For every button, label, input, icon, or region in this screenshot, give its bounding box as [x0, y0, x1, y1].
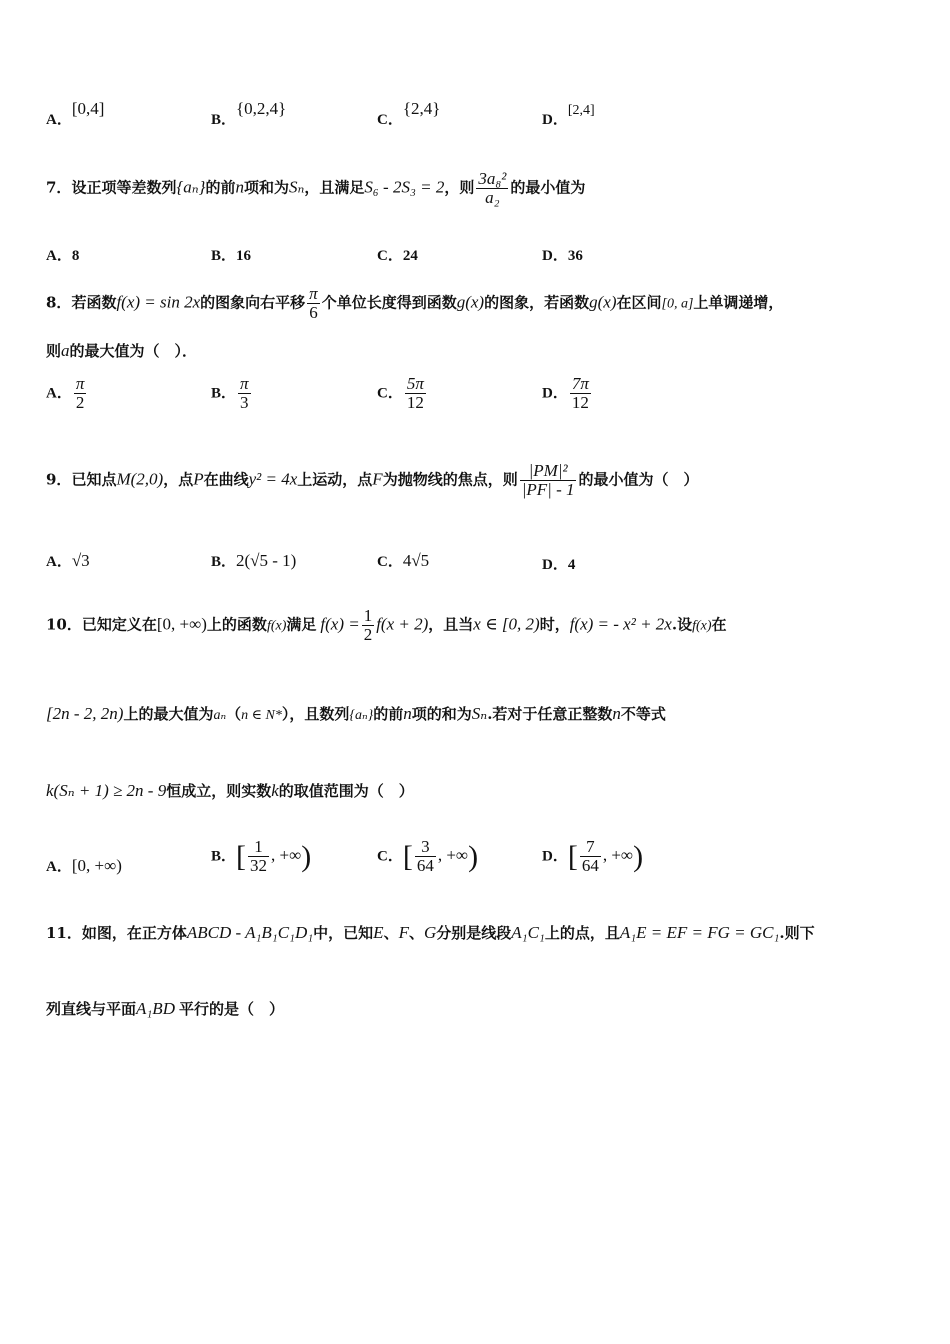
q6-option-a — [46, 99, 105, 129]
fraction — [476, 170, 508, 207]
math: n — [235, 177, 244, 197]
option-label: A． — [46, 385, 72, 402]
right-paren: ) — [468, 839, 479, 873]
text: 为抛物线的焦点，则 — [382, 470, 518, 489]
option-value: [0,4] — [71, 99, 105, 118]
q11-stem-line2 — [46, 998, 284, 1019]
math: P — [193, 469, 204, 489]
math: [2n - 2, 2n) — [46, 704, 124, 723]
text: .则下 — [779, 924, 815, 942]
math: {aₙ} — [349, 708, 374, 723]
numerator: 1 — [363, 606, 373, 625]
numerator: 3a₈² — [478, 169, 507, 188]
text: 的最小值为（ ） — [578, 470, 699, 489]
option-tail: , +∞ — [271, 845, 302, 865]
option-label: A． — [46, 554, 72, 570]
text: ，且当 — [428, 615, 474, 634]
text: 不等式 — [620, 705, 666, 723]
math: A₁E = EF = FG = GC₁ — [619, 923, 780, 942]
option-value: 36 — [567, 248, 583, 264]
option-label: B． — [211, 848, 237, 865]
fraction — [415, 838, 436, 875]
q9-option-a — [46, 550, 90, 571]
option-label: C． — [377, 848, 403, 865]
math: y² = 4x — [248, 469, 298, 489]
math: f(x) = - x² + 2x — [569, 614, 672, 634]
q9-stem — [46, 462, 699, 499]
fraction — [248, 838, 269, 875]
fraction — [580, 838, 601, 875]
left-bracket: [ — [402, 839, 413, 873]
text: 时， — [539, 615, 570, 634]
numerator: π — [309, 284, 318, 303]
text: 在 — [711, 615, 727, 634]
numerator: 7π — [571, 374, 589, 393]
q6-option-c — [377, 99, 441, 129]
q7-option-d — [542, 244, 583, 265]
option-value: 8 — [71, 248, 80, 264]
option-label: B． — [211, 248, 237, 264]
q8-option-c — [377, 375, 428, 412]
text: 中，已知 — [313, 924, 374, 942]
question-number: 7． — [46, 178, 72, 197]
option-tail: , +∞ — [602, 845, 634, 865]
option-value: 16 — [236, 248, 252, 264]
question-number: 10． — [46, 615, 82, 634]
math: [0, a] — [661, 296, 694, 312]
text: 设正项等差数列 — [71, 178, 177, 197]
math: f(x) = — [320, 614, 360, 634]
text: 的前 — [205, 178, 236, 197]
math: g(x) — [589, 292, 617, 312]
math: G — [423, 923, 437, 942]
option-value: {0,2,4} — [236, 99, 287, 118]
option-value: 4 — [567, 557, 576, 573]
text: 上的点，且 — [544, 924, 620, 942]
q10-option-c — [377, 838, 478, 875]
option-label: C． — [377, 112, 403, 128]
denominator: 12 — [571, 393, 589, 412]
math: F — [372, 469, 383, 489]
text: .若对于任意正整数 — [487, 705, 613, 723]
math: f(x) — [692, 618, 712, 634]
math: [0, +∞) — [156, 614, 207, 634]
option-label: B． — [211, 112, 237, 128]
math: n — [403, 704, 412, 723]
q7-option-c — [377, 244, 418, 265]
numerator: 5π — [406, 374, 424, 393]
text: 在区间 — [616, 293, 662, 312]
math: x ∈ [0, 2) — [473, 614, 540, 634]
text: 已知定义在 — [81, 615, 157, 634]
option-value: 2(√5 - 1) — [236, 551, 297, 570]
math: {aₙ} — [176, 177, 206, 197]
denominator: 6 — [309, 303, 318, 322]
left-bracket: [ — [236, 839, 247, 873]
text: 个单位长度得到函数 — [321, 293, 457, 312]
numerator: |PM|² — [520, 462, 577, 481]
text: 的最大值为（ ）． — [69, 342, 198, 360]
q8-stem-line1 — [46, 285, 783, 322]
text: 项和为 — [243, 178, 289, 197]
text: 则 — [46, 342, 62, 360]
math: E — [373, 923, 384, 942]
numerator: 7 — [580, 838, 601, 857]
text: 的图象，若函数 — [484, 293, 590, 312]
question-number: 11． — [46, 924, 82, 942]
denominator: a₂ — [485, 188, 500, 207]
math: a — [61, 341, 70, 360]
option-label: C． — [377, 385, 403, 402]
q9-option-b — [211, 550, 296, 571]
option-label: B． — [211, 385, 237, 402]
q7-stem — [46, 170, 585, 207]
text: ，点 — [163, 470, 194, 489]
numerator: 3 — [415, 838, 436, 857]
text: 的前 — [373, 705, 404, 723]
q7-option-a — [46, 244, 79, 265]
option-label: D． — [542, 848, 568, 865]
math: k — [271, 781, 279, 800]
text: （ — [226, 705, 242, 723]
text: 的取值范围为（ ） — [278, 782, 414, 800]
q9-option-d — [542, 553, 575, 574]
q8-stem-line2 — [46, 340, 197, 361]
text: 列直线与平面 — [46, 1000, 137, 1018]
text: 的图象向右平移 — [200, 293, 306, 312]
q8-option-b — [211, 375, 253, 412]
numerator: π — [75, 374, 85, 393]
text: 上运动，点 — [297, 470, 373, 489]
option-label: A． — [46, 859, 72, 875]
text: 上的函数 — [206, 615, 267, 634]
option-value: [2,4] — [567, 103, 595, 118]
q7-option-b — [211, 244, 251, 265]
math: g(x) — [456, 292, 485, 312]
math: S₆ - 2S₃ = 2 — [364, 177, 445, 197]
math: n ∈ N* — [241, 708, 282, 723]
math: k(Sₙ + 1) ≥ 2n - 9 — [46, 781, 167, 800]
denominator: 12 — [406, 393, 424, 412]
math: n — [612, 704, 621, 723]
fraction — [570, 375, 591, 412]
left-bracket: [ — [567, 839, 578, 873]
text: ），且数列 — [281, 705, 350, 723]
math: A₁BD — [136, 999, 175, 1018]
denominator: 64 — [416, 856, 434, 875]
text: 上单调递增， — [693, 293, 784, 312]
q6-option-b — [211, 99, 287, 129]
text: ，则 — [444, 178, 475, 197]
fraction — [362, 607, 375, 644]
text: .设 — [671, 615, 693, 634]
denominator: 3 — [240, 393, 249, 412]
text: 上的最大值为 — [123, 705, 214, 723]
option-label: C． — [377, 554, 403, 570]
text: 项的和为 — [411, 705, 472, 723]
right-paren: ) — [301, 839, 312, 873]
q10-stem-line2 — [46, 703, 666, 724]
math: Sₙ — [471, 704, 488, 723]
option-label: D． — [542, 248, 568, 264]
denominator: 32 — [250, 856, 268, 875]
text: 分别是线段 — [436, 924, 512, 942]
numerator: 1 — [248, 838, 269, 857]
option-tail: , +∞ — [437, 845, 469, 865]
math: M(2,0) — [116, 469, 164, 489]
text: ，且满足 — [304, 178, 365, 197]
text: 、 — [408, 924, 424, 942]
math: Sₙ — [288, 177, 305, 197]
denominator: 64 — [581, 856, 599, 875]
option-value: √3 — [71, 551, 90, 570]
q8-option-d — [542, 375, 593, 412]
option-label: A． — [46, 248, 72, 264]
q10-stem-line1 — [46, 607, 727, 644]
math: f(x + 2) — [376, 614, 429, 634]
question-number: 8． — [46, 293, 72, 312]
text: 已知点 — [71, 470, 117, 489]
text: 满足 — [286, 615, 317, 634]
math: F — [398, 923, 409, 942]
option-label: D． — [542, 557, 568, 573]
q11-stem-line1 — [46, 922, 815, 943]
text: 恒成立，则实数 — [166, 782, 272, 800]
text: 如图，在正方体 — [81, 924, 187, 942]
math: ABCD - A₁B₁C₁D₁ — [186, 923, 314, 942]
math: f(x) = sin 2x — [116, 292, 201, 312]
question-number: 9． — [46, 470, 72, 489]
option-value: {2,4} — [402, 99, 441, 118]
text: 在曲线 — [203, 470, 249, 489]
q10-option-b — [211, 838, 311, 875]
q9-option-c — [377, 550, 429, 571]
q10-option-d — [542, 838, 643, 875]
option-label: C． — [377, 248, 403, 264]
option-label: D． — [542, 112, 568, 128]
q10-stem-line3 — [46, 780, 414, 801]
fraction — [520, 462, 577, 499]
text: 的最小值为 — [510, 178, 586, 197]
text: 平行的是（ ） — [178, 1000, 284, 1018]
fraction — [405, 375, 426, 412]
q8-option-a — [46, 375, 88, 412]
denominator: |PF| - 1 — [521, 480, 575, 499]
option-value: [0, +∞) — [71, 856, 122, 875]
text: 、 — [383, 924, 399, 942]
fraction — [74, 375, 87, 412]
denominator: 2 — [75, 393, 85, 412]
option-label: D． — [542, 385, 568, 402]
right-paren: ) — [633, 839, 644, 873]
option-value: 4√5 — [402, 551, 430, 570]
math: A₁C₁ — [511, 923, 545, 942]
q10-option-a — [46, 855, 122, 876]
fraction — [307, 285, 320, 322]
numerator: π — [240, 374, 249, 393]
math: f(x) — [266, 618, 287, 634]
fraction — [238, 375, 251, 412]
option-value: 24 — [402, 248, 418, 264]
math: aₙ — [213, 708, 227, 723]
option-label: B． — [211, 554, 237, 570]
denominator: 2 — [363, 625, 373, 644]
q6-option-d — [542, 103, 595, 129]
text: 若函数 — [71, 293, 117, 312]
option-label: A． — [46, 112, 72, 128]
